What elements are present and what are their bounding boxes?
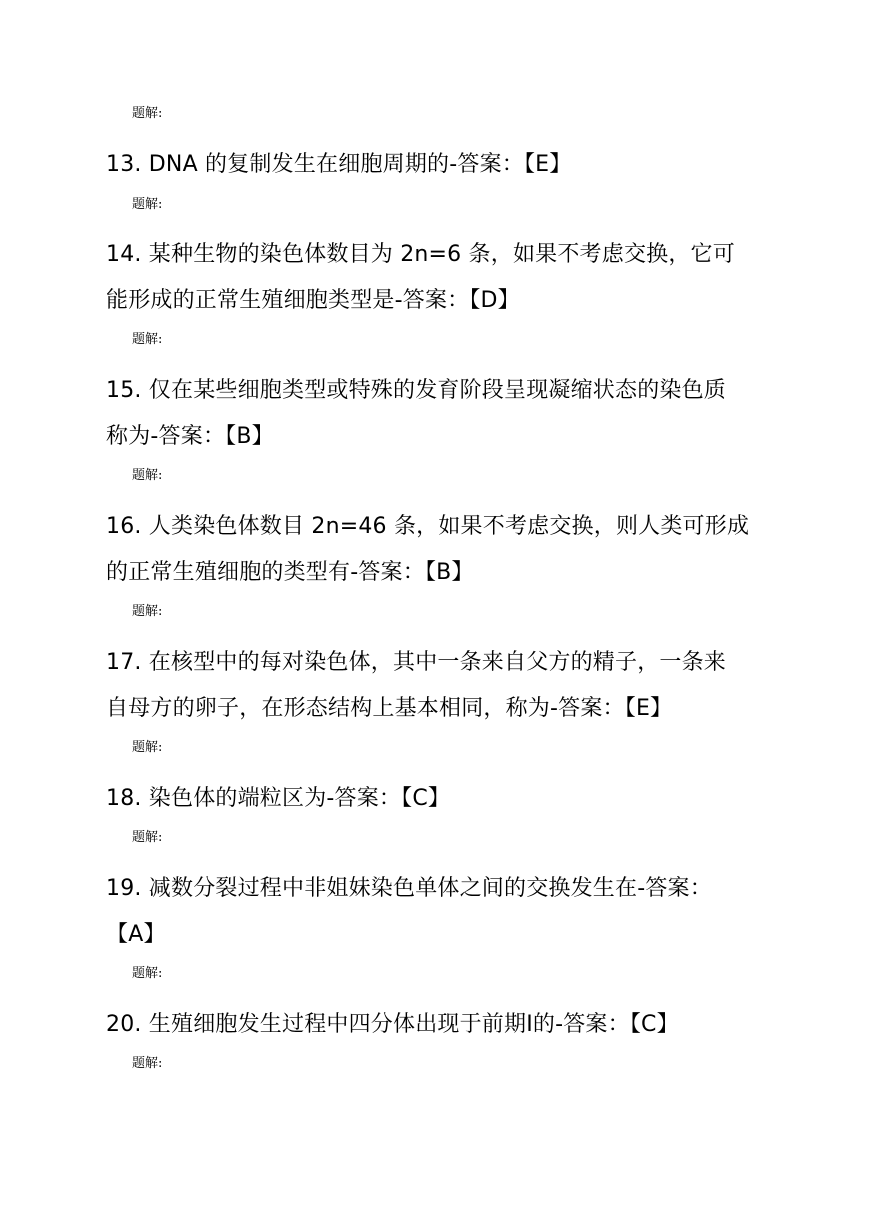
solution-label: 题解: <box>132 106 163 121</box>
question-number: 13. <box>106 152 142 177</box>
question-15-line-2 <box>106 422 274 452</box>
question-14-line-2 <box>106 286 520 316</box>
question-number: 18. <box>106 786 142 811</box>
question-number: 20. <box>106 1012 142 1037</box>
question-text-line-2: 能形成的正常生殖细胞类型是-答案：【D】 <box>106 288 520 313</box>
question-16-line-2 <box>106 558 474 588</box>
question-14 <box>106 240 735 270</box>
question-number: 17. <box>106 650 142 675</box>
question-15 <box>106 376 726 406</box>
question-19 <box>106 874 712 904</box>
question-text-line-2: 的正常生殖细胞的类型有-答案：【B】 <box>106 560 474 585</box>
question-16 <box>106 512 749 542</box>
solution-label: 题解: <box>132 332 163 347</box>
question-text-line-2: 自母方的卵子，在形态结构上基本相同，称为-答案：【E】 <box>106 696 673 721</box>
question-text-line-1: 在核型中的每对染色体，其中一条来自父方的精子，一条来 <box>148 650 726 675</box>
question-text-line-2: 称为-答案：【B】 <box>106 424 274 449</box>
solution-label: 题解: <box>132 197 163 212</box>
question-17 <box>106 648 726 678</box>
question-number: 16. <box>106 514 142 539</box>
solution-label: 题解: <box>132 740 163 755</box>
question-text-line-1: 生殖细胞发生过程中四分体出现于前期Ⅰ的-答案：【C】 <box>148 1012 679 1037</box>
solution-label: 题解: <box>132 966 163 981</box>
solution-label: 题解: <box>132 468 163 483</box>
question-text-line-1: 人类染色体数目 2n=46 条，如果不考虑交换，则人类可形成 <box>148 514 750 539</box>
question-text-line-1: 染色体的端粒区为-答案：【C】 <box>148 786 451 811</box>
question-20 <box>106 1010 679 1040</box>
question-text-line-1: DNA 的复制发生在细胞周期的-答案：【E】 <box>148 152 572 177</box>
solution-label: 题解: <box>132 604 163 619</box>
question-text-line-2: 【A】 <box>106 922 166 947</box>
solution-label: 题解: <box>132 830 163 845</box>
question-17-line-2 <box>106 694 672 724</box>
question-19-line-2 <box>106 920 166 950</box>
question-number: 14. <box>106 242 142 267</box>
question-text-line-1: 仅在某些细胞类型或特殊的发育阶段呈现凝缩状态的染色质 <box>148 378 726 403</box>
question-number: 19. <box>106 876 142 901</box>
question-text-line-1: 减数分裂过程中非姐妹染色单体之间的交换发生在-答案： <box>148 876 712 901</box>
question-13 <box>106 150 571 180</box>
question-number: 15. <box>106 378 142 403</box>
question-text-line-1: 某种生物的染色体数目为 2n=6 条，如果不考虑交换，它可 <box>148 242 735 267</box>
solution-label: 题解: <box>132 1056 163 1071</box>
question-18 <box>106 784 450 814</box>
